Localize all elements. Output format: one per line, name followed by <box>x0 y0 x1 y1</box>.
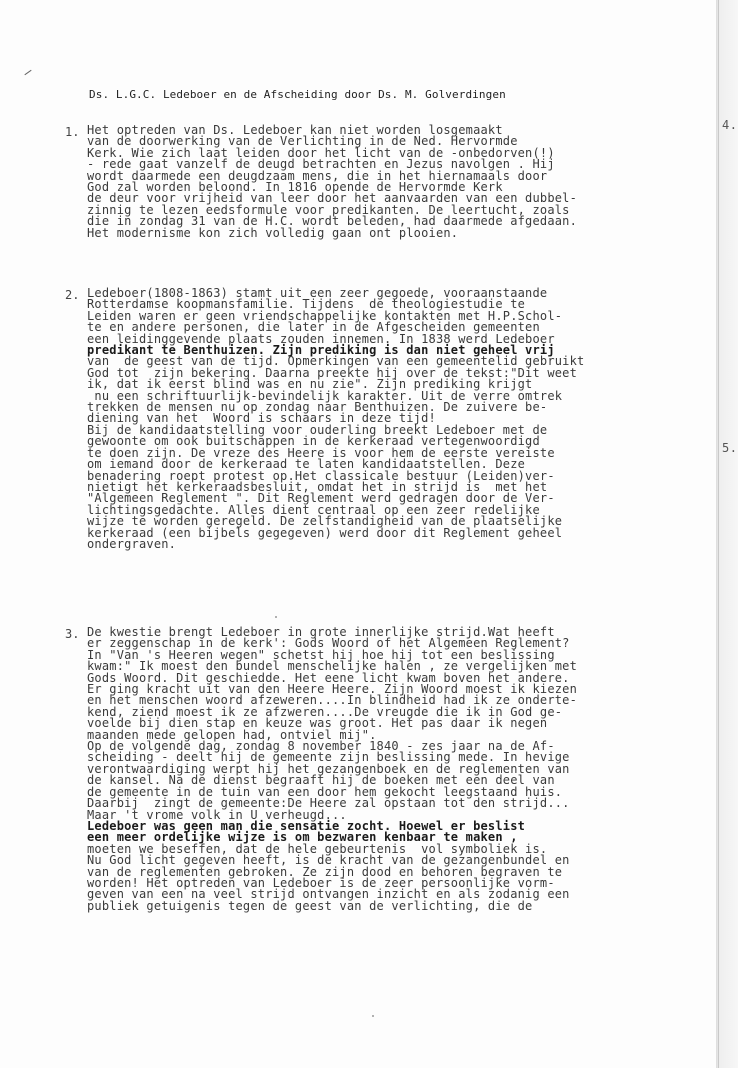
paragraph-number: 3. <box>65 627 80 641</box>
text-line: en het menschen woord afzeweren....In blindheid had ik ze onderte- <box>87 693 578 708</box>
text-line: nu een schriftuurlijk-bevindelijk karakter. Uit de verre omtrek <box>87 388 563 403</box>
text-line: zinnig te lezen eedsformule voor predikanten. De leertucht, zoals <box>87 202 570 217</box>
text-line: de deur voor vrijheid van leer door het aanvaarden van een dubbel- <box>87 191 578 206</box>
text-line: nietigt het kerkeraadsbesluit, omdat het in strijd is met het <box>87 479 548 494</box>
text-line: benadering roept protest op.Het classicale bestuur (Leiden)ver- <box>87 468 555 483</box>
text-line: De kwestie brengt Ledeboer in grote innerlijke strijd.Wat heeft <box>87 625 555 639</box>
text-line: van de doorwerking van de Verlichting in de Ned. Hervormde <box>87 134 518 149</box>
text-line: Daarbij zingt de gemeente:De Heere zal opstaan tot den strijd... <box>87 796 570 811</box>
paragraph-number: 1. <box>65 125 80 139</box>
text-line: Op de volgende dag, zondag 8 november 1840 - zes jaar na de Af- <box>87 739 555 754</box>
text-line: om iemand door de kerkeraad te laten kandidaatstellen. Deze <box>87 457 526 472</box>
text-line: Het modernisme kon zich volledig gaan ont plooien. <box>87 225 459 240</box>
text-line: kerkeraad (een bijbels gegegeven) werd door dit Reglement geheel <box>87 525 563 540</box>
paragraph-body <box>87 627 577 912</box>
text-line: Bij de kandidaatstelling voor ouderling breekt Ledeboer met de <box>87 422 548 437</box>
text-line: moeten we beseffen, dat de hele gebeurtenis vol symboliek is. <box>87 841 548 856</box>
text-line: predikant te Benthuizen. Zijn prediking is dan niet geheel vrij <box>87 343 555 358</box>
text-line: ondergraven. <box>87 536 177 551</box>
text-line: publiek getuigenis tegen de geest van de verlichting, die de <box>87 898 533 913</box>
text-line: diening van het Woord is schaars in deze tijd! <box>87 411 436 426</box>
text-line: Gods Woord. Dit geschiedde. Het eene licht kwam boven het andere. <box>87 670 570 685</box>
text-line: "Algemeen Reglement ". Dit Reglement werd gedragen door de Ver- <box>87 491 555 506</box>
text-line: wordt daarmede een deugdzaam mens, die in het hiernamaals door <box>87 168 548 183</box>
pen-mark <box>24 70 31 75</box>
text-line: de kansel. Na de dienst begraaft hij de boeken met een deel van <box>87 773 555 788</box>
document-title: Ds. L.G.C. Ledeboer en de Afscheiding door Ds. M. Golverdingen <box>89 88 506 101</box>
paragraph-body <box>87 288 584 550</box>
text-line: scheiding - deelt hij de gemeente zijn beslissing mede. In hevige <box>87 750 570 765</box>
text-line: trekken de mensen nu op zondag naar Benthuizen. De zuivere be- <box>87 400 548 415</box>
speck <box>372 1015 374 1017</box>
text-line: van de reglementen gebroken. Ze zijn dood en behoren begraven te <box>87 864 563 879</box>
page-edge-line <box>718 0 719 1068</box>
text-line: Maar 't vrome volk in U verheugd... <box>87 807 347 822</box>
text-line: God zal worden beloond. In 1816 opende de Hervormde Kerk <box>87 180 503 195</box>
text-line: Rotterdamse koopmansfamilie. Tijdens de theologiestudie te <box>87 297 526 312</box>
text-line: van de geest van de tijd. Opmerkingen van een gemeentelid gebruikt <box>87 354 585 369</box>
text-line: lichtingsgedachte. Alles dient centraal op een zeer redelijke <box>87 502 540 517</box>
text-line: te doen zijn. De vreze des Heere is voor hem de eerste vereiste <box>87 445 555 460</box>
text-line: Ledeboer was geen man die sensatie zocht. Hoewel er beslist <box>87 818 526 833</box>
text-line: Nu God licht gegeven heeft, is de kracht van de gezangenbundel en <box>87 853 570 868</box>
text-line: Leiden waren er geen vriendschappelijke kontakten met H.P.Schol- <box>87 308 563 323</box>
text-line: Er ging kracht uit van den Heere Heere. Zijn Woord moest ik kiezen <box>87 682 578 697</box>
text-line: die in zondag 31 van de H.C. wordt beleden, had daarmede afgedaan. <box>87 214 578 229</box>
text-line: In "Van 's Heeren wegen" schetst hij hoe hij tot een beslissing <box>87 647 555 662</box>
text-line: geven van een na veel strijd ontvangen inzicht en als zodanig een <box>87 887 570 902</box>
paragraph-body <box>87 125 577 239</box>
text-line: Kerk. Wie zich laat leiden door het licht van de -onbedorven(!) <box>87 145 555 160</box>
margin-number-4: 4. <box>722 118 738 132</box>
text-line: maanden mede gelopen had, ontviel mij". <box>87 727 377 742</box>
margin-number-5: 5. <box>722 441 738 455</box>
text-line: wijze te worden geregeld. De zelfstandigheid van de plaatselijke <box>87 514 563 529</box>
text-line: Het optreden van Ds. Ledeboer kan niet worden losgemaakt <box>87 123 503 137</box>
speck <box>275 616 277 618</box>
text-line: een meer ordelijke wijze is om bezwaren kenbaar te maken , <box>87 830 518 845</box>
text-line: God tot zijn bekering. Daarna preekte hij over de tekst:"Dit weet <box>87 365 578 380</box>
text-line: Ledeboer(1808-1863) stamt uit een zeer gegoede, vooraanstaande <box>87 286 548 300</box>
text-line: de gemeente in de tuin van een door hem gekocht leegstaand huis. <box>87 784 563 799</box>
text-line: kwam:" Ik moest den bundel menschelijke halen , ze vergelijken met <box>87 659 578 674</box>
text-line: voelde bij dien stap en keuze was groot. Het pas daar ik negen <box>87 716 548 731</box>
text-line: te en andere personen, die later in de Afgescheiden gemeenten <box>87 320 540 335</box>
text-line: kend, ziend moest ik ze afzweren....De vreugde die ik in God ge- <box>87 704 563 719</box>
text-line: - rede gaat vanzelf de deugd betrachten en Jezus navolgen . Hij <box>87 157 555 172</box>
text-line: een leidinggevende plaats zouden innemen. In 1838 werd Ledeboer <box>87 331 555 346</box>
text-line: gewoonte om ook buitschappen in de kerkeraad vertegenwoordigd <box>87 434 540 449</box>
page-edge-shadow <box>716 0 738 1068</box>
text-line: verontwaardiging werpt hij het gezangenboek en de reglementen van <box>87 761 570 776</box>
text-line: er zeggenschap in de kerk': Gods Woord of het Algemeen Reglement? <box>87 636 570 651</box>
text-line: ik, dat ik eerst blind was en nu zie". Zijn prediking krijgt <box>87 377 533 392</box>
text-line: worden! Het optreden van Ledeboer is de zeer persoonlijke vorm- <box>87 875 555 890</box>
paragraph-number: 2. <box>65 288 80 302</box>
